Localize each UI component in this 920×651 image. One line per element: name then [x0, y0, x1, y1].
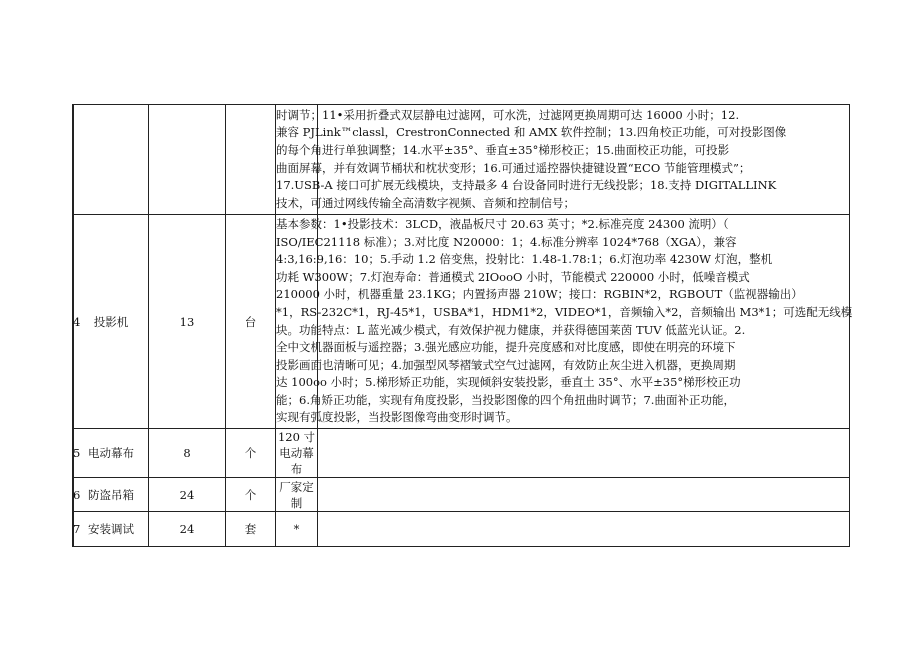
- remark-cell: [318, 478, 850, 512]
- desc-line: 投影画面也清晰可见；4.加强型风琴褶皱式空气过滤网，有效防止灰尘进入机器，更换周期: [276, 357, 736, 372]
- table-row-continued: [73, 105, 892, 215]
- desc-line: 达 100oo 小时；5.梯形矫正功能，实现倾斜安装投影，垂直土 35°、水平±35°梯形校正功: [276, 375, 741, 390]
- table-row: [73, 429, 892, 478]
- description-cell: [276, 105, 787, 215]
- qty-cell: [149, 105, 226, 215]
- desc-line: 4:3,16:9,16：10；5.手动 1.2 倍变焦，投射比：1.48-1.78:1；6.灯泡功率 4230W 灯泡，整机: [276, 252, 773, 267]
- unit-cell: [226, 105, 276, 215]
- qty-cell: 24: [149, 478, 226, 512]
- desc-line: 时调节；11•采用折叠式双层静电过滤网，可水洗，过滤网更换周期可达 16000 小时；12.: [276, 107, 740, 122]
- remark-cell: [318, 429, 850, 478]
- name-cell: 投影机: [74, 215, 149, 429]
- desc-line: 功耗 W300W；7.灯泡寿命：普通模式 2IOooO 小时，节能模式 220000 小时，低噪音模式: [276, 269, 750, 284]
- desc-line: 全中文机器面板与遥控器；3.强光感应功能，提升亮度感和对比度感，即使在明亮的环境下: [276, 340, 736, 355]
- desc-line: 17.USB-A 接口可扩展无线模块，支持最多 4 台设备同时进行无线投影；18.支持 DIGITALLINK: [276, 178, 777, 193]
- unit-cell: 套: [226, 512, 276, 547]
- description-cell: 120 寸电动幕布: [276, 429, 318, 478]
- desc-line: 兼容 PJLink™classl，CrestronConnected 和 AMX 软件控制；13.四角校正功能，可对投影图像: [276, 125, 787, 140]
- desc-line: 曲面屏幕，并有效调节桶状和枕状变形；16.可通过遥控器快捷键设置“ECO 节能管理模式”；: [276, 160, 751, 175]
- description-cell: 厂家定制: [276, 478, 318, 512]
- table-row: [73, 512, 892, 547]
- no-cell: 5: [73, 429, 74, 478]
- desc-line: 的每个角进行单独调整；14.水平±35°、垂直±35°梯形校正；15.曲面校正功能，可投影: [276, 142, 730, 157]
- qty-cell: 24: [149, 512, 226, 547]
- name-cell: 电动幕布: [74, 429, 149, 478]
- table-row: [73, 478, 892, 512]
- qty-cell: 13: [149, 215, 226, 429]
- desc-line: 基本参数：1•投影技术：3LCD，液晶板尺寸 20.63 英寸；*2.标准亮度 24300 流明）（: [276, 216, 729, 231]
- qty-cell: 8: [149, 429, 226, 478]
- unit-cell: 个: [226, 429, 276, 478]
- name-cell: 防盗吊箱: [74, 478, 149, 512]
- desc-line: 技术，可通过网线传输全高清数字视频、音频和控制信号；: [276, 195, 575, 210]
- name-cell: [74, 105, 149, 215]
- table-row: [73, 215, 892, 429]
- unit-cell: 台: [226, 215, 276, 429]
- equipment-spec-table: [72, 104, 892, 547]
- description-cell: *: [276, 512, 318, 547]
- desc-line: ISO/IEC21118 标准）；3.对比度 N20000：1；4.标准分辨率 1024*768（XGA），兼容: [276, 234, 737, 249]
- desc-line: *1，RS-232C*1，RJ-45*1，USBA*1，HDM1*2，VIDEO*1，音频输入*2，音频输出 M3*1；可选配无线模: [276, 304, 853, 319]
- remark-cell: [318, 512, 850, 547]
- desc-line: 块。功能特点：L 蓝光减少模式，有效保护视力健康，并获得德国莱茵 TUV 低蓝光认证。2.: [276, 322, 746, 337]
- no-cell: 4: [73, 215, 74, 429]
- unit-cell: 个: [226, 478, 276, 512]
- name-cell: 安装调试: [74, 512, 149, 547]
- desc-line: 210000 小时，机器重量 23.1KG；内置扬声器 210W；接口：RGBIN*2，RGBOUT（监视器输出）: [276, 287, 803, 302]
- desc-line: 实现有弧度投影，当投影图像弯曲变形时调节。: [276, 410, 518, 425]
- no-cell: 7: [73, 512, 74, 547]
- no-cell: 6: [73, 478, 74, 512]
- desc-line: 能；6.角矫正功能，实现有角度投影，当投影图像的四个角扭曲时调节；7.曲面补正功能，: [276, 392, 735, 407]
- description-cell: [276, 215, 853, 429]
